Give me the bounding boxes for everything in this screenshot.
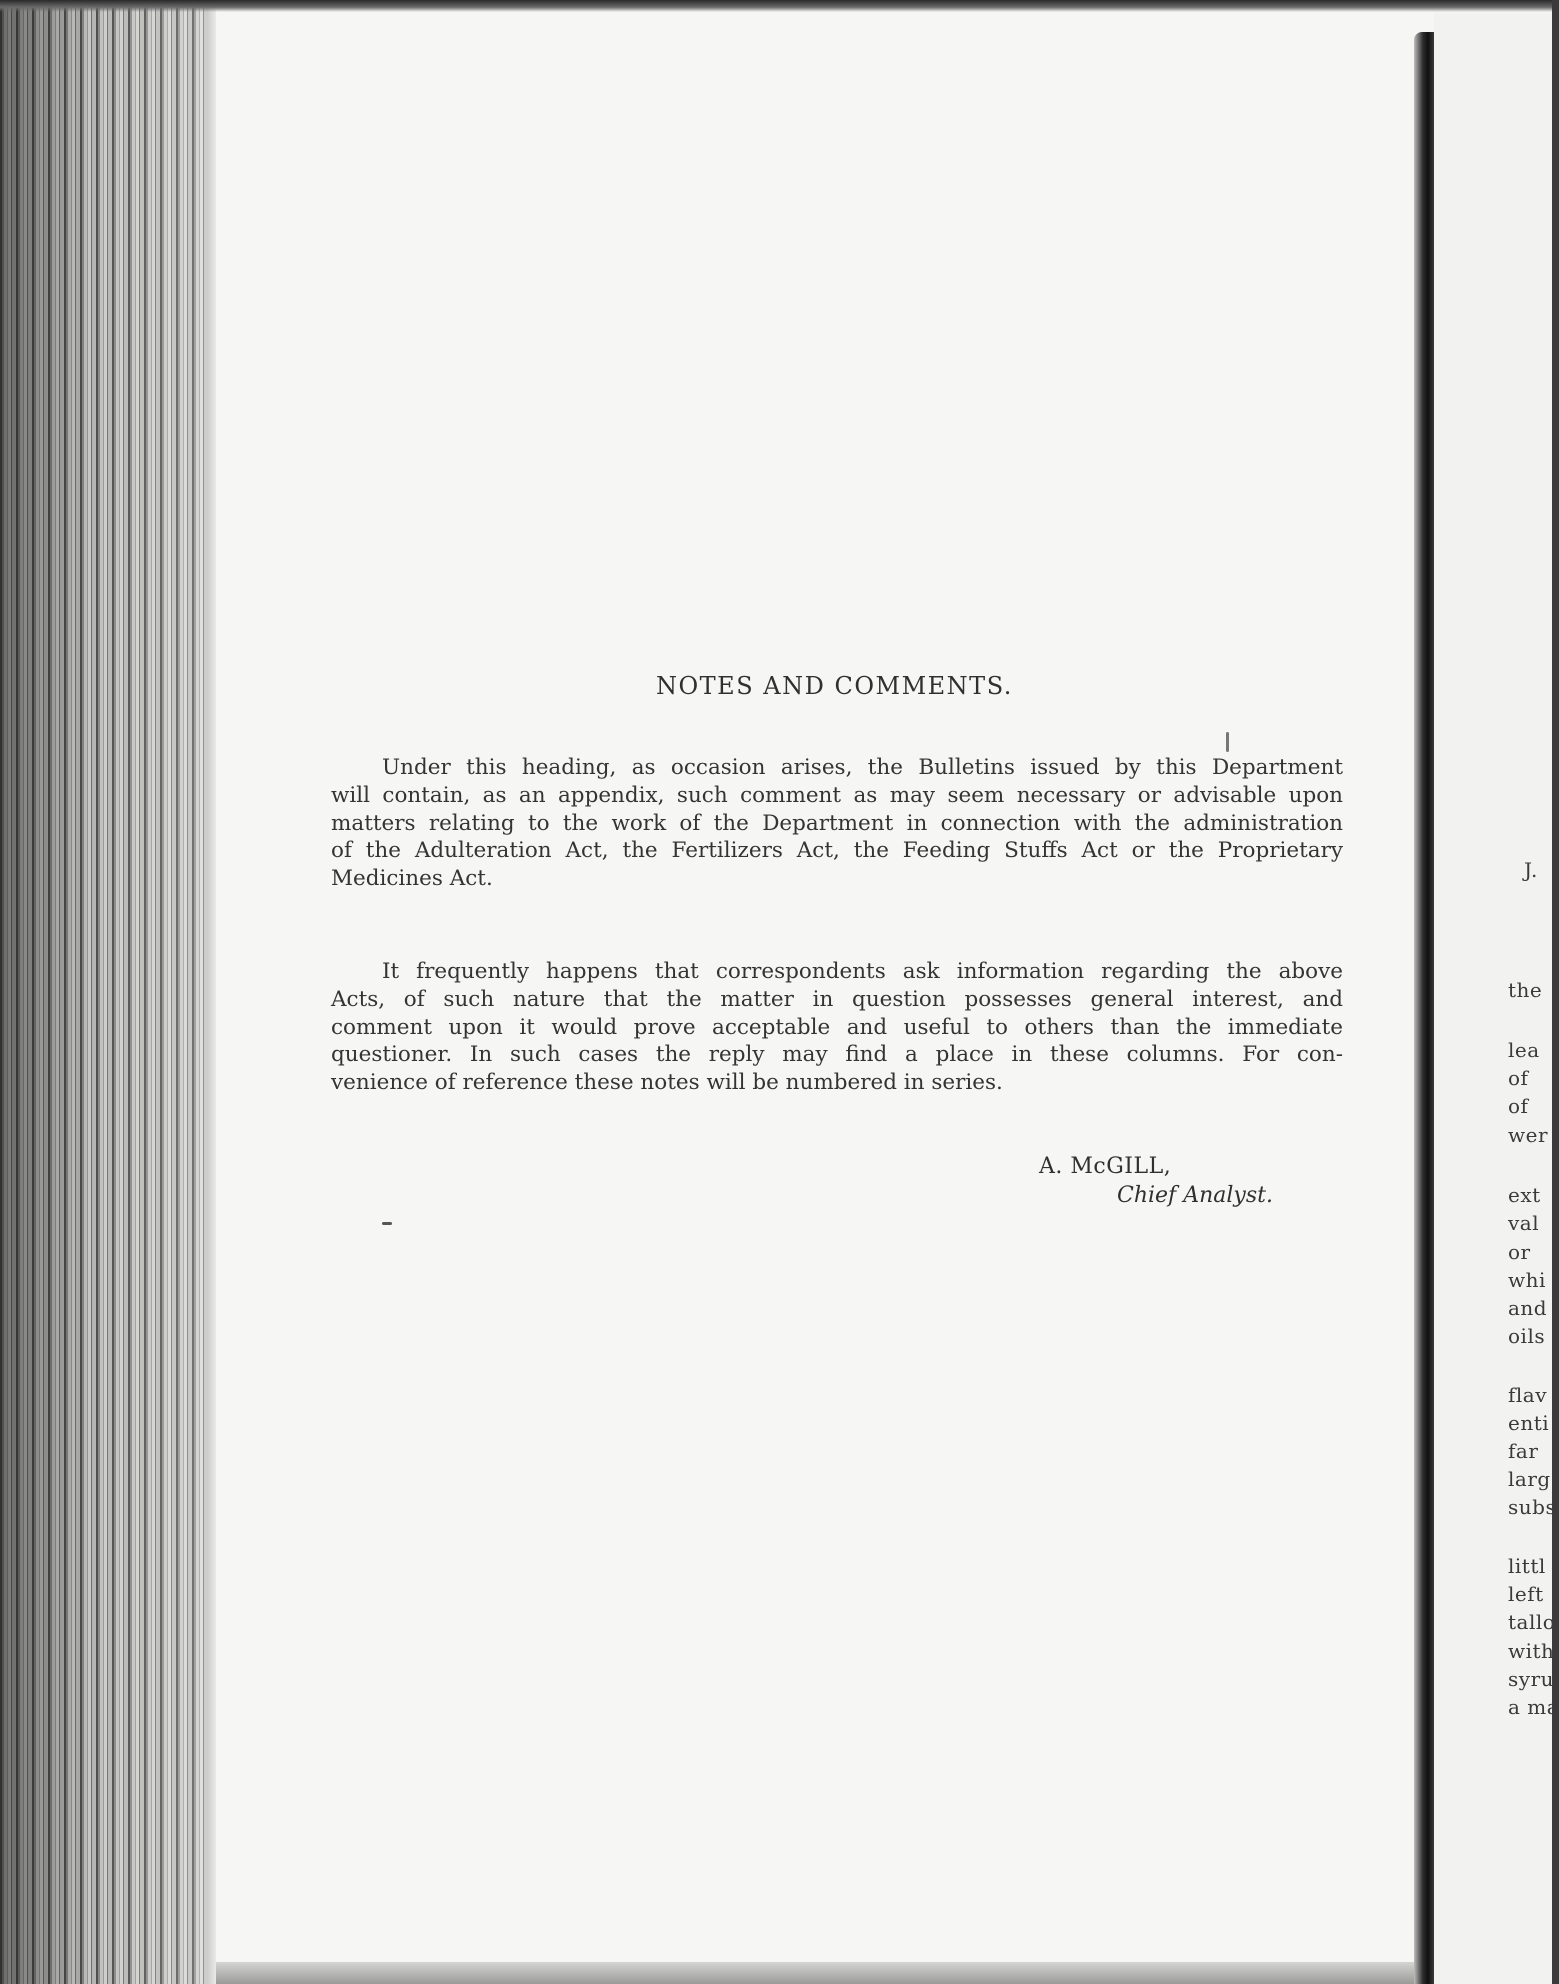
- facing-page: [1434, 14, 1559, 1984]
- signature-title: Chief Analyst.: [1117, 1183, 1273, 1208]
- text-line: It frequently happens that correspondents ask information regarding the above: [382, 959, 1343, 984]
- facing-page-line: whi: [1508, 1268, 1546, 1292]
- facing-page-line: flav: [1508, 1383, 1548, 1407]
- facing-page-line: of: [1508, 1066, 1529, 1090]
- facing-page-line: and: [1508, 1296, 1548, 1320]
- ink-speck: [382, 1222, 392, 1225]
- facing-page-line: far: [1508, 1439, 1539, 1463]
- facing-page-line: enti: [1508, 1411, 1550, 1435]
- facing-page-line: larg: [1508, 1467, 1551, 1491]
- facing-page-line: tallo: [1508, 1610, 1556, 1634]
- book-spine: [1414, 32, 1434, 1984]
- facing-page-line: left: [1508, 1582, 1544, 1606]
- signature-name: A. McGILL,: [1039, 1154, 1172, 1179]
- facing-page-line: littl: [1508, 1554, 1546, 1578]
- facing-page-line: syru: [1508, 1667, 1555, 1691]
- text-line: Medicines Act.: [331, 866, 493, 892]
- text-line: Acts, of such nature that the matter in question possesses general interest, and: [331, 986, 1343, 1012]
- book-page-stack: [0, 0, 210, 1984]
- text-line: matters relating to the work of the Department in connection with the administration: [331, 810, 1343, 836]
- top-shadow: [0, 0, 1552, 12]
- text-line: questioner. In such cases the reply may find a place in these columns. For con-: [331, 1042, 1343, 1068]
- ink-speck: [1226, 732, 1229, 752]
- facing-page-line: with: [1508, 1639, 1555, 1663]
- facing-page-line: a ma: [1508, 1695, 1559, 1719]
- facing-page-line: lea: [1508, 1038, 1540, 1062]
- facing-page-line: val: [1508, 1211, 1540, 1235]
- facing-page-text: [1434, 14, 1559, 1984]
- facing-page-line: wer: [1508, 1123, 1549, 1147]
- text-line: will contain, as an appendix, such comment as may seem necessary or advisable upon: [331, 782, 1343, 808]
- paragraph-correspondence: [331, 958, 1343, 1097]
- facing-page-line: of: [1508, 1094, 1529, 1118]
- text-line: of the Adulteration Act, the Fertilizers Act, the Feeding Stuffs Act or the Proprietary: [331, 838, 1343, 864]
- paragraph-intro: [331, 754, 1343, 893]
- facing-page-line: ext: [1508, 1183, 1541, 1207]
- facing-page-line: J.: [1524, 858, 1538, 882]
- facing-page-line: oils: [1508, 1324, 1546, 1348]
- page-bottom-edge: [216, 1962, 1416, 1984]
- text-line: Under this heading, as occasion arises, the Bulletins issued by this Department: [382, 755, 1343, 780]
- facing-page-line: or: [1508, 1240, 1531, 1264]
- text-line: venience of reference these notes will be numbered in series.: [331, 1070, 1003, 1096]
- facing-page-line: the: [1508, 978, 1543, 1002]
- text-line: comment upon it would prove acceptable and useful to others than the immediate: [331, 1014, 1343, 1040]
- page-title: NOTES AND COMMENTS.: [656, 672, 1013, 700]
- facing-page-line: subs: [1508, 1495, 1557, 1519]
